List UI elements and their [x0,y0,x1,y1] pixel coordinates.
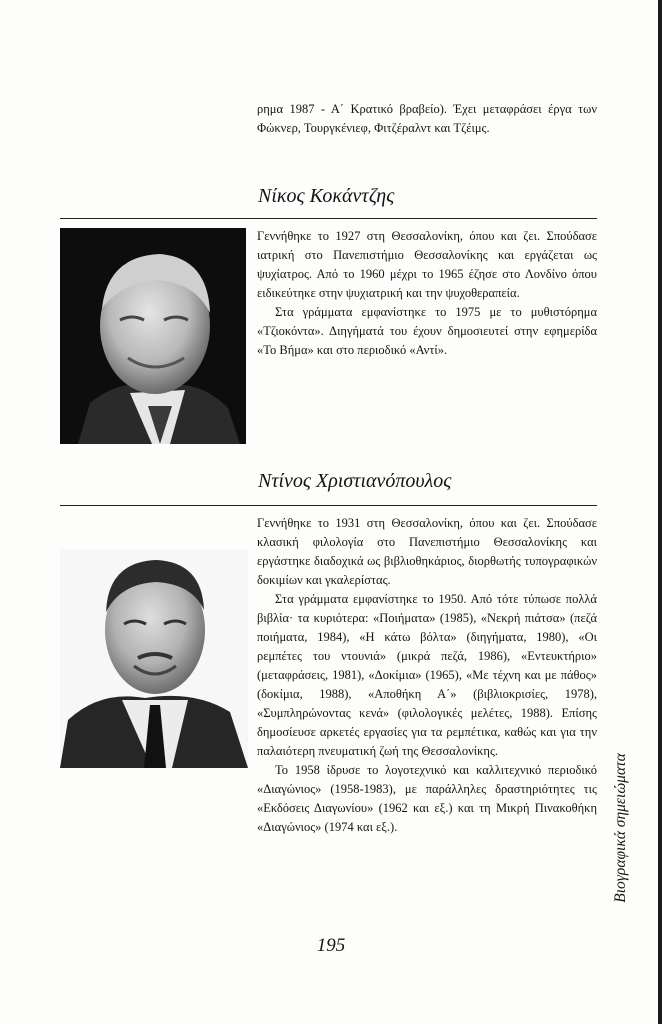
bio-paragraph: Το 1958 ίδρυσε το λογοτεχνικό και καλλιτεχνικό περιοδικό «Διαγώνιος» (1958-1983), με παράλληλες δραστηριότητες τις «Εκδόσεις Διαγωνίου» (1962 και εξ.) και τη Μικρή Πινακοθήκη «Διαγώνιος» (1974 και εξ.). [257,763,597,834]
author-bio-kokantzis [257,227,597,360]
bio-paragraph: Γεννήθηκε το 1931 στη Θεσσαλονίκη, όπου και ζει. Σπούδασε κλασική φιλολογία στο Πανεπιστήμιο Θεσσαλονίκης και εργάστηκε διαδοχικά ως βιβλιοθηκάριος, διορθωτής τυπογραφικών δοκιμίων και γκαλερίστας. [257,516,597,587]
page-number: 195 [316,935,346,956]
author-name-kokantzis: Νίκος Κοκάντζης [258,185,395,207]
bio-paragraph: Στα γράμματα εμφανίστηκε το 1950. Από τότε τύπωσε πολλά βιβλία· τα κυριότερα: «Ποιήματα» (1985), «Νεκρή πιάτσα» (πεζά ποιήματα, 1984), «Η κάτω βόλτα» (διηγήματα, 1980), «Οι ρεμπέτες του ντουνιά» (μικρά πεζά, 1986), «Εντευκτήριο» (μεταφράσεις, 1981), «Δοκίμια» (1965), «Με τέχνη και με πάθος» (δοκίμια, 1988), «Αποθήκη Α΄» (βιβλιοκρισίες, 1978), «Συμπληρώνοντας κενά» (φιλολογικές μελέτες, 1988). Επίσης δημοσίευσε αρκετές εργασίες για τα ρεμπέτικα, καθώς και για την παλαιότερη πνευματική ζωή της Θεσσαλονίκης. [257,592,597,758]
bio-paragraph: Γεννήθηκε το 1927 στη Θεσσαλονίκη, όπου και ζει. Σπούδασε ιατρική στο Πανεπιστήμιο Θεσσαλονίκης και εργάζεται ως ψυχίατρος. Από το 1960 μέχρι το 1965 έζησε στο Λονδίνο όπου ειδικεύτηκε στην ψυχιατρική και την ψυχοθεραπεία. [257,229,597,300]
page-edge [658,0,662,1024]
author-name-christianopoulos: Ντίνος Χριστιανόπουλος [258,470,452,492]
bio-paragraph: Στα γράμματα εμφανίστηκε το 1975 με το μυθιστόρημα «Τζιοκόντα». Διηγήματά του έχουν δημοσιευτεί στην εφημερίδα «Το Βήμα» και στο περιοδικό «Αντί». [257,305,597,357]
author-bio-christianopoulos [257,514,597,837]
section-side-label [606,735,636,920]
section-divider [60,218,597,219]
continuation-text: ρημα 1987 - Α΄ Κρατικό βραβείο). Έχει μεταφράσει έργα των Φώκνερ, Τουργκένιεφ, Φιτζέραλντ και Τζέιμς. [257,102,597,135]
portrait-photo-christianopoulos [60,550,248,768]
side-label-text: Βιογραφικά σημειώματα [612,752,629,903]
portrait-photo-kokantzis [60,228,246,444]
section-divider [60,505,597,506]
